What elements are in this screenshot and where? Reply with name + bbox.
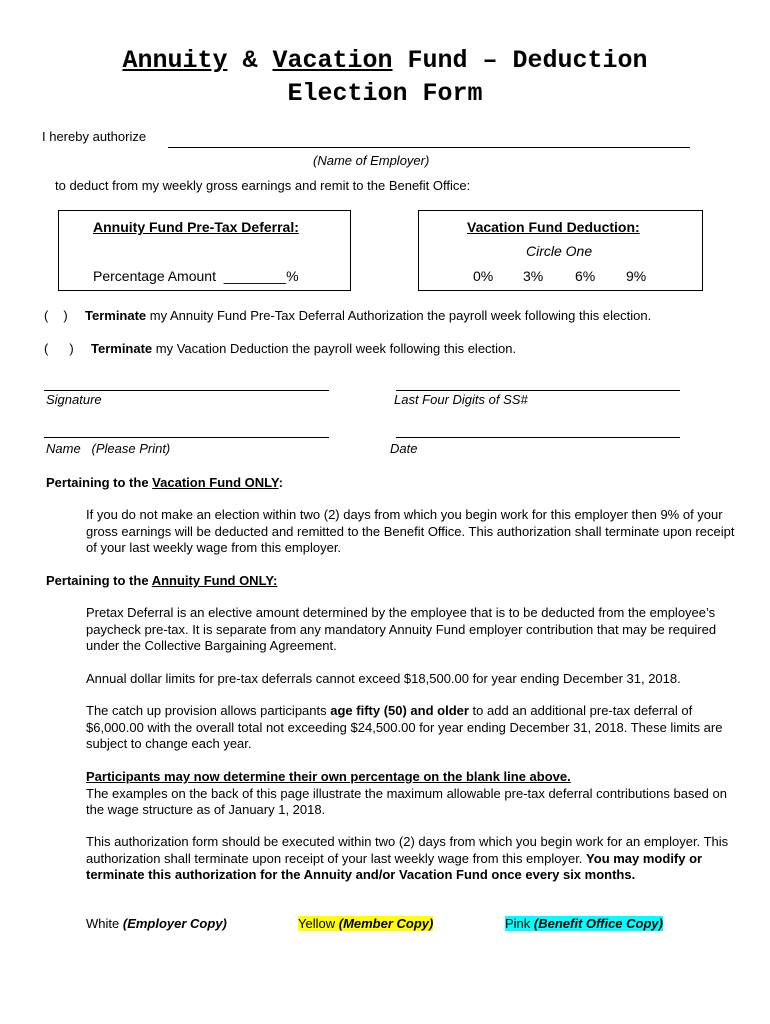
pink-color: Pink <box>505 916 531 931</box>
circle-one-label: Circle One <box>526 243 593 259</box>
percentage-blank[interactable]: ________ <box>223 268 287 284</box>
employer-name-line[interactable] <box>168 147 690 148</box>
terminate-annuity-checkbox[interactable] <box>44 308 68 323</box>
annuity-section-heading <box>46 573 299 588</box>
terminate-annuity-bold: Terminate <box>85 308 147 323</box>
yellow-color: Yellow <box>298 916 336 931</box>
vacation-section-text: If you do not make an election within two (2) days from which you begin work for this employer then 9% of your gross earnings will be deducted and remitted to the Benefit Office. This authorization shall terminate upon receipt of your last weekly wage from this employer. <box>86 507 735 555</box>
name-line[interactable] <box>44 437 329 438</box>
terminate-vacation-text <box>91 341 516 356</box>
terminate-annuity-text <box>85 308 651 323</box>
yellow-copy <box>298 916 433 931</box>
terminate-annuity-rest: my Annuity Fund Pre-Tax Deferral Authorization the payroll week following this election. <box>146 308 652 323</box>
heading-prefix: Pertaining to the <box>46 475 153 490</box>
ssn-line[interactable] <box>396 390 680 391</box>
vacation-section-heading <box>46 475 283 490</box>
p4-heading: Participants may now determine their own percentage on the blank line above. <box>86 769 571 784</box>
title-word-vacation: Vacation <box>272 46 393 75</box>
vacation-option-9[interactable]: 9% <box>626 268 647 284</box>
percent-sign: % <box>286 268 299 284</box>
annuity-p4 <box>86 769 736 819</box>
heading-annuity-only: Annuity Fund ONLY: <box>151 573 278 588</box>
vacation-option-0[interactable]: 0% <box>473 268 494 284</box>
annuity-p3 <box>86 703 736 753</box>
vacation-option-6[interactable]: 6% <box>575 268 596 284</box>
terminate-vacation-checkbox[interactable] <box>44 341 74 356</box>
annuity-p1: Pretax Deferral is an elective amount determined by the employee that is to be deducted from the employee’s paycheck pre-tax. It is separate from any mandatory Annuity Fund employer contribution that may be required under the Collective Bargaining Agreement. <box>86 605 717 653</box>
p5-text: This authorization form should be executed within two (2) days from which you begin work for an employer. This authorization shall terminate upon receipt of your last weekly wage from this employer. <box>86 834 729 866</box>
date-line[interactable] <box>396 437 680 438</box>
heading-prefix: Pertaining to the <box>46 573 152 588</box>
p5-bold: You may modify or terminate this authorization for the Annuity and/or Vacation Fund once every six months. <box>86 850 703 882</box>
terminate-vacation-rest: my Vacation Deduction the payroll week following this election. <box>152 341 517 356</box>
annuity-fund-box <box>58 210 351 291</box>
terminate-vacation-bold: Terminate <box>91 341 153 356</box>
paren-close: ) <box>69 341 74 356</box>
annuity-box-heading: Annuity Fund Pre-Tax Deferral: <box>93 219 299 235</box>
heading-vacation-only: Vacation Fund ONLY <box>152 475 279 490</box>
name-label: Name (Please Print) <box>46 441 171 456</box>
p3-text-b: to add an additional pre-tax deferral of $6,000.00 with the overall total not exceeding $24,500.00 for year ending December 31, 2018. These limits are subject to change each year. <box>86 703 723 751</box>
p3-bold: age fifty (50) and older <box>330 703 469 718</box>
white-color: White <box>86 916 120 931</box>
title-amp: & <box>227 46 273 75</box>
deduct-text: to deduct from my weekly gross earnings and remit to the Benefit Office: <box>55 178 471 193</box>
white-label: (Employer Copy) <box>122 916 227 931</box>
percentage-label: Percentage Amount <box>93 268 216 284</box>
percentage-amount-row <box>93 268 299 284</box>
paren-open: ( <box>44 341 49 356</box>
employer-caption: (Name of Employer) <box>313 153 430 168</box>
title-line2: Election Form <box>287 79 483 108</box>
p4-text: The examples on the back of this page illustrate the maximum allowable pre-tax deferral contributions based on the wage structure as of January 1, 2018. <box>86 785 727 817</box>
annuity-p5 <box>86 834 736 884</box>
vacation-fund-box <box>418 210 703 291</box>
vacation-option-3[interactable]: 3% <box>523 268 544 284</box>
pink-copy <box>505 916 663 931</box>
yellow-label: (Member Copy) <box>338 916 434 931</box>
signature-line[interactable] <box>44 390 329 391</box>
heading-suffix: : <box>278 475 283 490</box>
vacation-box-heading: Vacation Fund Deduction: <box>467 219 640 235</box>
paren-close: ) <box>63 308 68 323</box>
p3-text-a: The catch up provision allows participants <box>86 703 331 718</box>
pink-label: (Benefit Office Copy) <box>533 916 663 931</box>
ssn-label: Last Four Digits of SS# <box>394 392 528 407</box>
authorize-label: I hereby authorize <box>42 129 147 144</box>
paren-open: ( <box>44 308 49 323</box>
annuity-p2: Annual dollar limits for pre-tax deferrals cannot exceed $18,500.00 for year ending December 31, 2018. <box>86 671 681 686</box>
date-label: Date <box>390 441 418 456</box>
title-rest: Fund – Deduction <box>392 46 648 75</box>
page-title <box>0 44 770 110</box>
title-word-annuity: Annuity <box>122 46 228 75</box>
white-copy <box>86 916 227 931</box>
signature-label: Signature <box>46 392 102 407</box>
